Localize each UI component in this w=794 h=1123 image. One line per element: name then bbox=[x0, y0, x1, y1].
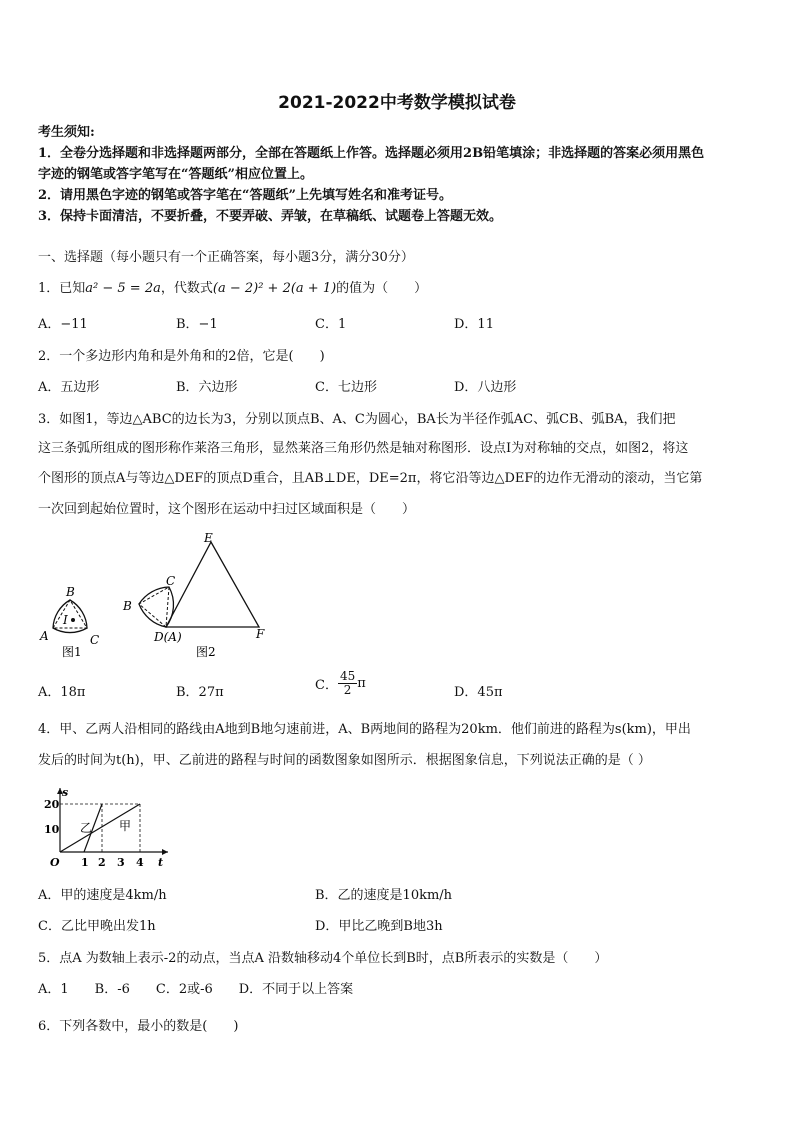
question-3-line: 一次回到起始位置时，这个图形在运动中扫过区域面积是（ ） bbox=[38, 502, 416, 517]
y-tick-20: 20 bbox=[44, 798, 60, 811]
question-1 bbox=[38, 277, 427, 296]
q2-option-b: B．六边形 bbox=[176, 380, 238, 395]
q1-option-d: D．11 bbox=[454, 317, 494, 332]
label-jia: 甲 bbox=[119, 819, 132, 833]
t-label: t bbox=[158, 856, 164, 868]
pi-symbol: π bbox=[357, 676, 366, 691]
x-tick-3: 3 bbox=[117, 856, 125, 868]
q1-option-c: C．1 bbox=[315, 317, 347, 332]
page-title: 2021-2022中考数学模拟试卷 bbox=[278, 93, 516, 113]
q3-option-c-label: C． bbox=[315, 678, 338, 693]
q1-option-b: B．−1 bbox=[176, 317, 218, 332]
question-6: 6．下列各数中，最小的数是( ) bbox=[38, 1019, 239, 1034]
label-b: B bbox=[123, 599, 132, 613]
fraction bbox=[338, 670, 357, 697]
figure-2 bbox=[118, 530, 273, 662]
question-3-line: 这三条弧所组成的图形称作莱洛三角形，显然莱洛三角形仍然是轴对称图形．设点I为对称轴的交点，如图2，将这 bbox=[38, 441, 689, 456]
question-3-line: 3．如图1，等边△ABC的边长为3，分别以顶点B、A、C为圆心，BA长为半径作弧AC、弧CB、弧BA，我们把 bbox=[38, 412, 676, 427]
q3-option-c bbox=[315, 670, 366, 697]
q1-expression: (a − 2)² + 2(a + 1) bbox=[212, 281, 337, 296]
label-d-a: D(A) bbox=[154, 630, 182, 644]
label-b: B bbox=[66, 585, 75, 599]
denominator: 2 bbox=[343, 683, 352, 697]
notice-item: 2．请用黑色字迹的钢笔或答字笔在“答题纸”上先填写姓名和准考证号。 bbox=[38, 188, 453, 203]
inner-triangle bbox=[139, 587, 169, 627]
q5-options: A．1 B．-6 C．2或-6 D．不同于以上答案 bbox=[38, 982, 354, 997]
q3-option-a: A．18π bbox=[38, 685, 86, 700]
q1-prefix: 1．已知 bbox=[38, 281, 86, 296]
notice-item: 1．全卷分选择题和非选择题两部分，全部在答题纸上作答。选择题必须用2B铅笔填涂；非选择题的答案必须用黑色 bbox=[38, 146, 705, 161]
y-tick-10: 10 bbox=[44, 823, 60, 836]
question-4-line: 4．甲、乙两人沿相同的路线由A地到B地匀速前进，A、B两地间的路程为20km．他们前进的路程为s(km)，甲出 bbox=[38, 722, 691, 737]
x-tick-1: 1 bbox=[81, 856, 89, 868]
question-5: 5．点A 为数轴上表示-2的动点，当点A 沿数轴移动4个单位长到B时，点B所表示的实数是（ ） bbox=[38, 951, 608, 966]
center-point bbox=[71, 618, 75, 622]
q4-option-d: D．甲比乙晚到B地3h bbox=[315, 919, 443, 934]
t-axis-arrow bbox=[162, 849, 168, 855]
distance-time-graph bbox=[44, 784, 172, 868]
q4-option-c: C．乙比甲晚出发1h bbox=[38, 919, 156, 934]
q1-suffix: 的值为（ ） bbox=[336, 281, 428, 296]
q4-option-a: A．甲的速度是4km/h bbox=[38, 888, 167, 903]
question-2: 2．一个多边形内角和是外角和的2倍，它是( ) bbox=[38, 349, 325, 364]
q3-option-d: D．45π bbox=[454, 685, 503, 700]
origin-label: O bbox=[50, 856, 60, 868]
inner-triangle bbox=[53, 600, 87, 628]
x-tick-2: 2 bbox=[98, 856, 106, 868]
label-c: C bbox=[166, 574, 176, 588]
notice-item: 3．保持卡面清洁，不要折叠，不要弄破、弄皱，在草稿纸、试题卷上答题无效。 bbox=[38, 209, 503, 224]
triangle-def bbox=[166, 542, 259, 627]
q2-option-a: A．五边形 bbox=[38, 380, 100, 395]
question-3-line: 个图形的顶点A与等边△DEF的顶点D重合，且AB⊥DE，DE=2π，将它沿等边△DEF的边作无滑动的滚动，当它第 bbox=[38, 471, 703, 486]
label-a: A bbox=[40, 629, 49, 643]
question-4-line: 发后的时间为t(h)，甲、乙前进的路程与时间的函数图象如图所示．根据图象信息，下列说法正确的是（ ） bbox=[38, 753, 651, 768]
q4-option-b: B．乙的速度是10km/h bbox=[315, 888, 453, 903]
numerator: 45 bbox=[339, 669, 356, 683]
label-yi: 乙 bbox=[80, 821, 93, 835]
label-e: E bbox=[204, 531, 213, 545]
q2-option-c: C．七边形 bbox=[315, 380, 377, 395]
figure-1 bbox=[36, 580, 116, 660]
q1-mid: ，代数式 bbox=[160, 281, 213, 296]
notice-item: 字迹的钢笔或答字笔写在“答题纸”相应位置上。 bbox=[38, 167, 313, 182]
s-label: s bbox=[62, 786, 69, 799]
notice-heading: 考生须知: bbox=[38, 125, 95, 140]
x-tick-4: 4 bbox=[136, 856, 144, 868]
q1-option-a: A．−11 bbox=[38, 317, 88, 332]
figure-1-caption: 图1 bbox=[62, 645, 82, 659]
q1-equation: a² − 5 = 2a bbox=[85, 281, 161, 296]
figure-2-caption: 图2 bbox=[196, 645, 216, 659]
label-f: F bbox=[256, 627, 265, 641]
section-heading: 一、选择题（每小题只有一个正确答案，每小题3分，满分30分） bbox=[38, 250, 414, 265]
q2-option-d: D．八边形 bbox=[454, 380, 517, 395]
q3-option-b: B．27π bbox=[176, 685, 224, 700]
label-i: I bbox=[63, 613, 68, 627]
label-c: C bbox=[90, 633, 100, 647]
